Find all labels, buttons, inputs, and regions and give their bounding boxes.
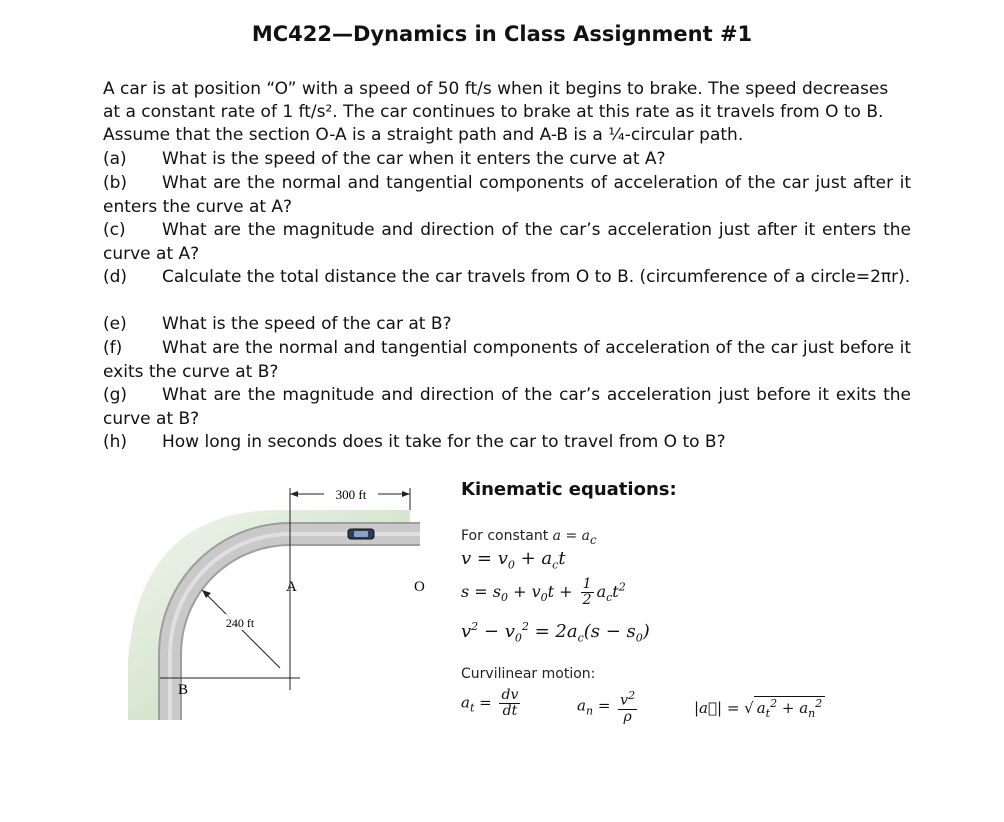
question-e: [103, 313, 911, 337]
road-diagram: [120, 480, 440, 720]
question-text: What are the magnitude and direction of the car’s acceleration just before it exits the curve at B?: [103, 385, 911, 429]
curvilinear-label: Curvilinear motion:: [461, 666, 596, 682]
question-g: [103, 384, 911, 431]
question-label: (f): [103, 338, 123, 358]
assignment-title: MC422—Dynamics in Class Assignment #1: [251, 22, 753, 46]
question-text: What are the normal and tangential components of acceleration of the car just before it exits the curve at B?: [103, 338, 911, 382]
intro-line: A car is at position “O” with a speed of 50 ft/s when it begins to brake. The speed decreases: [103, 79, 889, 99]
radius-label: 240 ft: [225, 616, 255, 630]
question-label: (a): [103, 149, 127, 169]
velocity-squared-equation: $v^2 - v_0^2 = 2a_c(s - s_0)$: [461, 620, 650, 645]
question-text: What is the speed of the car at B?: [162, 314, 452, 334]
question-label: (h): [103, 432, 128, 452]
question-label: (g): [103, 385, 128, 405]
question-text: What is the speed of the car when it enters the curve at A?: [162, 149, 666, 169]
question-a: [103, 148, 911, 172]
question-h: [103, 431, 911, 455]
question-text: What are the magnitude and direction of the car’s acceleration just after it enters the curve at A?: [103, 220, 911, 264]
intro-line: at a constant rate of 1 ft/s². The car continues to brake at this rate as it travels from O to B.: [103, 102, 884, 122]
question-label: (c): [103, 220, 126, 240]
kinematic-heading: Kinematic equations:: [461, 479, 677, 500]
question-label: (b): [103, 173, 128, 193]
intro-line: Assume that the section O-A is a straight path and A-B is a ¼-circular path.: [103, 125, 744, 145]
car-icon: [348, 529, 374, 539]
acceleration-magnitude-equation: |a⃗| = √ $a_t^2 + a_n^2$: [694, 696, 825, 720]
question-text: Calculate the total distance the car travels from O to B. (circumference of a circle=2πr).: [162, 267, 911, 287]
question-d: [103, 266, 911, 290]
question-f: [103, 337, 911, 384]
point-b-label: B: [178, 682, 189, 698]
question-text: What are the normal and tangential components of acceleration of the car just after it enters the curve at A?: [103, 173, 911, 217]
question-b: [103, 172, 911, 219]
point-a-label: A: [286, 579, 297, 595]
problem-statement: [103, 78, 911, 147]
dim-arrow-left: [290, 491, 298, 497]
question-c: [103, 219, 911, 266]
point-o-label: O: [414, 579, 425, 595]
constant-label-text: For constant: [461, 528, 549, 544]
velocity-equation: $v = v_0 + a_ct$: [461, 548, 566, 572]
tangential-acceleration-equation: $a_t$ = $\frac{dv}{dt}$: [461, 687, 519, 719]
position-equation: $s = s_0 + v_0t$ + $\frac{1}{2}$ $a_ct^2$: [461, 576, 626, 608]
constant-accel-label: For constant $a = a_c$: [461, 528, 597, 547]
question-label: (e): [103, 314, 127, 334]
question-text: How long in seconds does it take for the car to travel from O to B?: [162, 432, 726, 452]
dim-arrow-right: [402, 491, 410, 497]
dim-300-label: 300 ft: [335, 487, 367, 502]
question-label: (d): [103, 267, 128, 287]
normal-acceleration-equation: $a_n$ = $\frac{v^2}{\rho}$: [577, 689, 636, 725]
